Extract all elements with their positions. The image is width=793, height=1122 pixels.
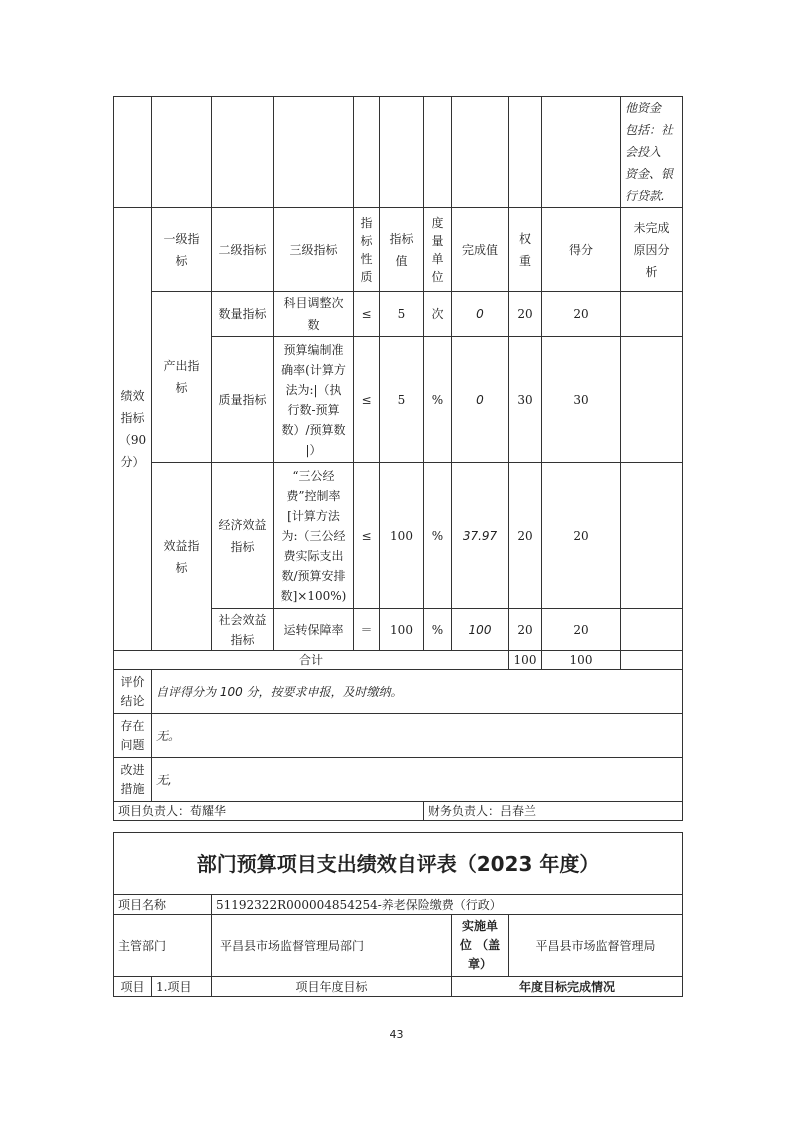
col-status: 年度目标完成情况 [452,977,683,997]
blank-cell [152,97,212,208]
total-weight: 100 [509,651,542,670]
blank-cell [212,97,274,208]
row-unit: 次 [424,292,452,337]
evaluation-label: 评价 结论 [114,670,152,714]
project-name-label: 项目名称 [114,895,212,915]
dept-value: 平昌县市场监督管理局部门 [212,915,452,977]
col-goal: 项目年度目标 [212,977,452,997]
row-l3: “三公经 费”控制率 [计算方法 为:（三公经 费实际支出 数/预算安排 数]×100%) [274,463,354,609]
row-reason [621,609,683,651]
blank-cell [542,97,621,208]
row-weight: 20 [509,292,542,337]
row-weight: 20 [509,463,542,609]
row-done: 37.97 [452,463,509,609]
impl-label: 实施单 位 （盖 章） [452,915,509,977]
form-title: 部门预算项目支出绩效自评表（2023 年度） [114,833,683,895]
blank-cell [424,97,452,208]
row-done: 0 [452,337,509,463]
col-project: 项目 [114,977,152,997]
total-label: 合计 [114,651,509,670]
row-reason [621,463,683,609]
row-value: 5 [380,292,424,337]
blank-cell [509,97,542,208]
row-score: 20 [542,609,621,651]
header-reason: 未完成 原因分 析 [621,208,683,292]
header-nature: 指 标 性 质 [354,208,380,292]
blank-cell [452,97,509,208]
row-l2: 质量指标 [212,337,274,463]
blank-cell [380,97,424,208]
improve-text: 无, [152,758,683,802]
group-benefit: 效益指 标 [152,463,212,651]
row-done: 0 [452,292,509,337]
blank-cell [354,97,380,208]
header-value: 指标 值 [380,208,424,292]
problems-label: 存在 问题 [114,714,152,758]
page-number: 43 [389,1028,404,1041]
evaluation-text: 自评得分为 100 分，按要求申报，及时缴纳。 [152,670,683,714]
row-l2: 经济效益 指标 [212,463,274,609]
finance-lead: 财务负责人：吕春兰 [424,802,683,821]
row-l3: 预算编制准 确率(计算方 法为:|（执 行数-预算 数）/预算数 |） [274,337,354,463]
header-done: 完成值 [452,208,509,292]
row-nature: ≤ [354,463,380,609]
total-score: 100 [542,651,621,670]
row-l2: 社会效益 指标 [212,609,274,651]
blank-cell [621,651,683,670]
row-unit: % [424,463,452,609]
performance-table [113,96,683,821]
row-nature: ＝ [354,609,380,651]
row-value: 5 [380,337,424,463]
header-weight: 权 重 [509,208,542,292]
header-unit: 度 量 单 位 [424,208,452,292]
header-level2: 二级指标 [212,208,274,292]
project-name: 51192322R000004854254-养老保险缴费（行政） [212,895,683,915]
header-level1: 一级指 标 [152,208,212,292]
row-weight: 20 [509,609,542,651]
row-value: 100 [380,609,424,651]
header-level3: 三级指标 [274,208,354,292]
row-unit: % [424,337,452,463]
group-output: 产出指 标 [152,292,212,463]
improve-label: 改进 措施 [114,758,152,802]
header-score: 得分 [542,208,621,292]
row-score: 20 [542,463,621,609]
row-l3: 科目调整次 数 [274,292,354,337]
problems-text: 无。 [152,714,683,758]
col-item: 1.项目 [152,977,212,997]
dept-label: 主管部门 [114,915,212,977]
row-score: 20 [542,292,621,337]
row-l3: 运转保障率 [274,609,354,651]
row-reason [621,337,683,463]
self-evaluation-form [113,832,683,997]
project-lead: 项目负责人：荀耀华 [114,802,424,821]
blank-cell [114,97,152,208]
row-weight: 30 [509,337,542,463]
row-l2: 数量指标 [212,292,274,337]
other-funds-note: 他资金 包括：社 会投入 资金、银 行贷款. [621,97,683,208]
perf-indicator-label: 绩效 指标 （90 分） [114,208,152,651]
blank-cell [274,97,354,208]
row-nature: ≤ [354,337,380,463]
impl-value: 平昌县市场监督管理局 [509,915,683,977]
row-done: 100 [452,609,509,651]
row-value: 100 [380,463,424,609]
row-score: 30 [542,337,621,463]
row-nature: ≤ [354,292,380,337]
row-unit: % [424,609,452,651]
row-reason [621,292,683,337]
